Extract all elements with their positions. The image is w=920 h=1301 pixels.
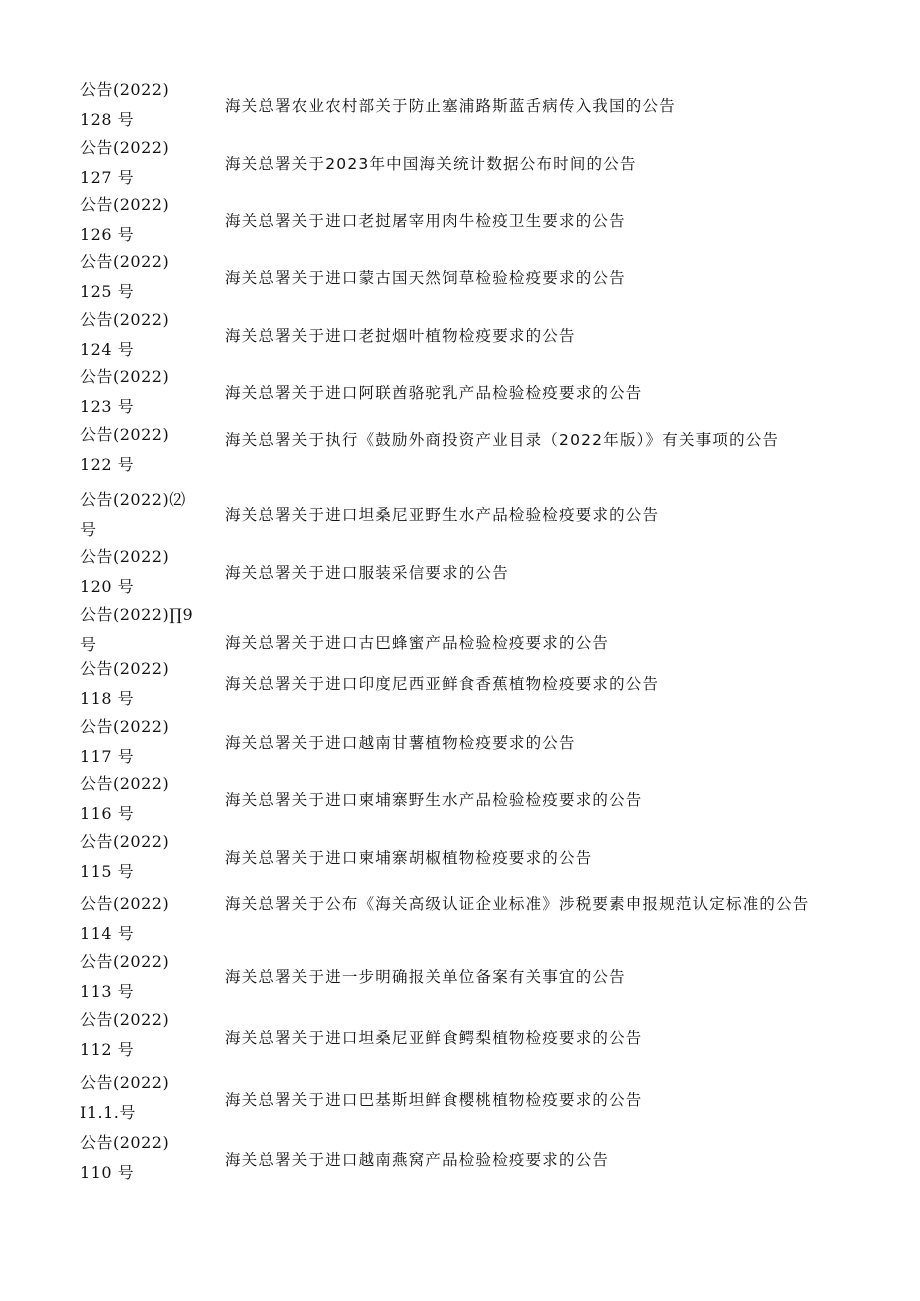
announcement-number-line: 113 号 (80, 982, 135, 1001)
announcement-number-line: 124 号 (80, 340, 135, 359)
announcement-title: 海关总署关于进口坦桑尼亚鲜食鳄梨植物检疫要求的公告 (225, 1029, 643, 1047)
announcement-title: 海关总署关于进口蒙古国天然饲草检验检疫要求的公告 (225, 269, 626, 287)
announcement-number-line: 126 号 (80, 225, 135, 244)
announcement-number (80, 542, 220, 602)
announcement-number-line: 公告(2022) (80, 659, 170, 678)
announcement-number (80, 420, 220, 480)
announcement-number-line: 公告(2022) (80, 894, 170, 913)
announcement-title: 海关总署关于进口古巴蜂蜜产品检验检疫要求的公告 (225, 634, 610, 652)
announcement-number-line: 公告(2022)⑵ (80, 490, 186, 509)
announcement-number-line: 公告(2022) (80, 717, 170, 736)
announcement-number (80, 75, 220, 135)
announcement-number-line: 公告(2022) (80, 195, 170, 214)
announcement-title: 海关总署关于进口巴基斯坦鲜食樱桃植物检疫要求的公告 (225, 1091, 643, 1109)
announcement-number (80, 1005, 220, 1065)
announcement-number (80, 889, 220, 949)
announcement-number-line: 公告(2022)∏9 (80, 605, 194, 624)
announcement-number-line: 公告(2022) (80, 832, 170, 851)
announcement-number-line: 128 号 (80, 110, 135, 129)
announcement-number-line: 118 号 (80, 689, 135, 708)
announcement-number-line: 公告(2022) (80, 425, 170, 444)
announcement-number (80, 600, 220, 660)
announcement-number-line: 公告(2022) (80, 1073, 170, 1092)
announcement-number-line: 112 号 (80, 1040, 135, 1059)
announcement-number (80, 947, 220, 1007)
announcement-number (80, 769, 220, 829)
announcement-number (80, 362, 220, 422)
announcement-title: 海关总署农业农村部关于防止塞浦路斯蓝舌病传入我国的公告 (225, 97, 676, 115)
announcement-number-line: 公告(2022) (80, 1010, 170, 1029)
announcement-title: 海关总署关于进口印度尼西亚鲜食香蕉植物检疫要求的公告 (225, 675, 660, 693)
announcement-number (80, 485, 220, 545)
announcement-number-line: 127 号 (80, 168, 135, 187)
announcement-number (80, 654, 220, 714)
announcement-number-line: 123 号 (80, 397, 135, 416)
announcement-title: 海关总署关于进口越南燕窝产品检验检疫要求的公告 (225, 1151, 610, 1169)
announcement-number-line: 公告(2022) (80, 774, 170, 793)
announcement-number (80, 190, 220, 250)
announcement-title: 海关总署关于进口越南甘薯植物检疫要求的公告 (225, 734, 576, 752)
announcement-number (80, 712, 220, 772)
announcement-number-line: 116 号 (80, 804, 135, 823)
announcement-title: 海关总署关于执行《鼓励外商投资产业目录（2022年版）》有关事项的公告 (225, 431, 780, 449)
announcement-number-line: 117 号 (80, 747, 135, 766)
announcement-number (80, 305, 220, 365)
announcement-number-line: 125 号 (80, 282, 135, 301)
announcement-title: 海关总署关于公布《海关高级认证企业标准》涉税要素申报规范认定标准的公告 (225, 895, 810, 913)
announcement-number (80, 133, 220, 193)
announcement-title: 海关总署关于2023年中国海关统计数据公布时间的公告 (225, 155, 637, 173)
announcement-number-line: 122 号 (80, 455, 135, 474)
announcement-number (80, 827, 220, 887)
announcement-title: 海关总署关于进口柬埔寨胡椒植物检疫要求的公告 (225, 849, 593, 867)
announcement-title: 海关总署关于进口阿联酋骆驼乳产品检验检疫要求的公告 (225, 384, 643, 402)
announcement-number (80, 247, 220, 307)
announcement-title: 海关总署关于进口坦桑尼亚野生水产品检验检疫要求的公告 (225, 506, 660, 524)
announcement-number-line: 115 号 (80, 862, 135, 881)
announcement-number-line: 号 (80, 520, 97, 539)
announcement-number-line: 114 号 (80, 924, 135, 943)
announcement-number-line: 公告(2022) (80, 252, 170, 271)
announcement-number-line: 120 号 (80, 577, 135, 596)
announcement-number-line: 公告(2022) (80, 367, 170, 386)
announcement-number-line: 110 号 (80, 1163, 135, 1182)
announcement-number (80, 1128, 220, 1188)
announcement-number (80, 1068, 220, 1128)
announcement-number-line: 公告(2022) (80, 952, 170, 971)
announcement-number-line: 公告(2022) (80, 138, 170, 157)
announcement-number-line: 公告(2022) (80, 80, 170, 99)
announcement-title: 海关总署关于进口服装采信要求的公告 (225, 564, 509, 582)
announcement-number-line: 公告(2022) (80, 310, 170, 329)
announcement-title: 海关总署关于进口老挝屠宰用肉牛检疫卫生要求的公告 (225, 212, 626, 230)
announcement-number-line: 公告(2022) (80, 547, 170, 566)
announcement-title: 海关总署关于进一步明确报关单位备案有关事宜的公告 (225, 968, 626, 986)
announcement-title: 海关总署关于进口柬埔寨野生水产品检验检疫要求的公告 (225, 791, 643, 809)
announcement-number-line: 公告(2022) (80, 1133, 170, 1152)
announcement-number-line: I1.1.号 (80, 1103, 136, 1122)
announcement-title: 海关总署关于进口老挝烟叶植物检疫要求的公告 (225, 327, 576, 345)
announcement-number-line: 号 (80, 635, 97, 654)
